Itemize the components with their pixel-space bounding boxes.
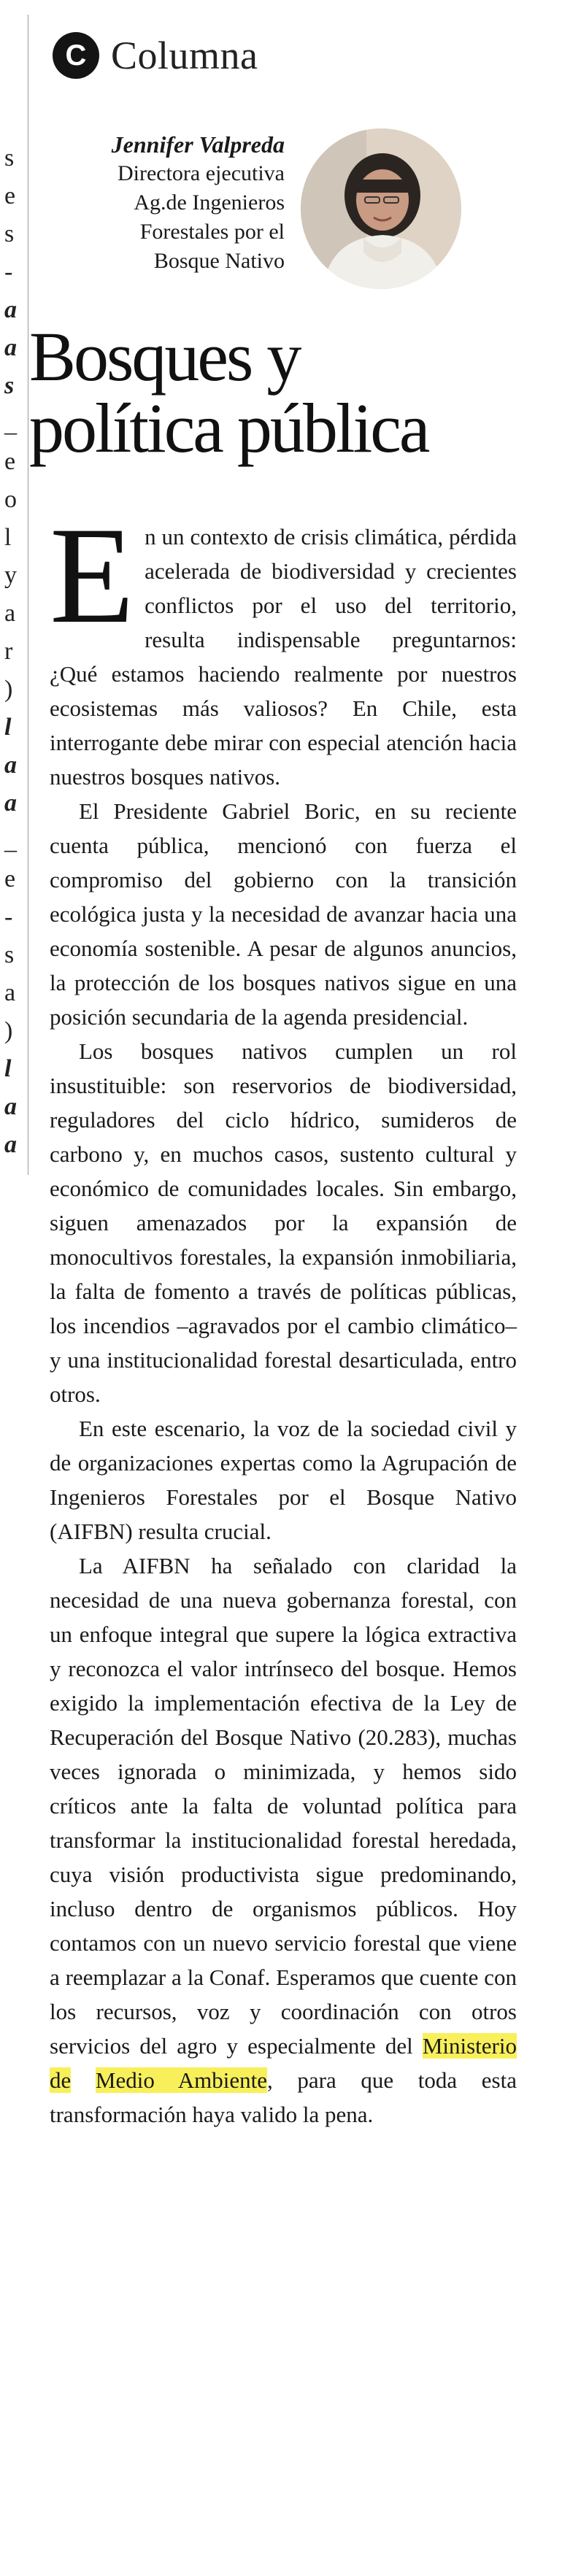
adjacent-column-fragment: s: [4, 220, 15, 247]
adjacent-column-fragment: o: [4, 486, 17, 513]
author-name: Jennifer Valpreda: [111, 131, 285, 158]
paragraph-1-text: n un contexto de crisis climática, pérdida acelerada de biodiversidad y crecientes conflictos por el uso del territorio, resulta indispensable preguntarnos: ¿Qué estamos haciendo realmente por nuestros ecosistemas más valiosos? En Chile, esta interrogante debe mirar con especial atención hacia nuestros bosques nativos.: [50, 524, 517, 790]
adjacent-column-fragment: s: [4, 144, 15, 171]
paragraph-4: En este escenario, la voz de la sociedad civil y de organizaciones expertas como la Agrupación de Ingenieros Forestales por el Bosque Nativo (AIFBN) resulta crucial.: [50, 1416, 517, 1544]
adjacent-column-fragment: a: [4, 1093, 17, 1120]
section-header: [53, 32, 258, 79]
adjacent-column-fragment: a: [4, 752, 17, 779]
drop-cap: E: [50, 499, 135, 652]
adjacent-column-fragment: a: [4, 296, 17, 323]
adjacent-column-fragment: -: [4, 258, 13, 285]
adjacent-column-fragment: -: [4, 903, 13, 930]
adjacent-column-fragment: s: [4, 372, 15, 399]
author-portrait: [301, 128, 461, 289]
adjacent-column-fragment: a: [4, 334, 17, 361]
adjacent-column-fragment: e: [4, 865, 16, 892]
headline: Bosques y política pública: [29, 317, 428, 467]
adjacent-column-fragment: e: [4, 182, 16, 209]
adjacent-column-fragment: y: [4, 562, 17, 589]
paragraph-3: Los bosques nativos cumplen un rol insustituible: son reservorios de biodiversidad, reguladores del ciclo hídrico, sumideros de carbono y, en muchos casos, sustento cultural y económico de comunidades locales. Sin embargo, siguen amenazados por la expansión de monocultivos forestales, la expansión inmobiliaria, la falta de fomento a través de políticas públicas, los incendios –agravados por el cambio climático– y una institucionalidad forestal desarticulada, entro otros.: [50, 1038, 517, 1407]
paragraph-1: [50, 499, 517, 794]
adjacent-column-fragment: ): [4, 676, 13, 703]
paragraph-5: [50, 1549, 517, 2132]
paragraph-5-text: La AIFBN ha señalado con claridad la necesidad de una nueva gobernanza forestal, con un enfoque integral que supere la lógica extractiva y reconozca el valor intrínseco del bosque. Hemos exigido la implementación efectiva de la Ley de Recuperación del Bosque Nativo (20.283), muchas veces ignorada o minimizada, y hemos sido críticos ante la falta de voluntad política para transformar la institucionalidad forestal heredada, cuya visión productivista sigue predominando, incluso dentro de organismos públicos. Hoy contamos con un nuevo servicio forestal que viene a reemplazar a la Conaf. Esperamos que cuente con los recursos, voz y coordinación con otros servicios del agro y especialmente del: [50, 1553, 517, 2059]
adjacent-column-fragment: l: [4, 524, 12, 551]
section-title: Columna: [111, 34, 258, 77]
adjacent-column-fragment: s: [4, 941, 15, 968]
adjacent-column-fragment: r: [4, 638, 13, 665]
highlighted-text: Ministerio de: [50, 2033, 517, 2093]
adjacent-column-fragments: [0, 0, 18, 2576]
adjacent-column-fragment: l: [4, 1055, 12, 1082]
adjacent-column-fragment: a: [4, 979, 16, 1006]
adjacent-column-fragment: ): [4, 1017, 13, 1044]
paragraph-2: El Presidente Gabriel Boric, en su reciente cuenta pública, mencionó con fuerza el compromiso del gobierno con la transición ecológica justa y la necesidad de avanzar hacia una economía sostenible. A pesar de algunos anuncios, la protección de los bosques nativos sigue en una posición secundaria de la agenda presidencial.: [50, 798, 517, 1030]
article-body: [50, 499, 517, 2132]
highlighted-text: Medio Ambiente: [95, 2067, 268, 2093]
adjacent-column-fragment: a: [4, 600, 16, 627]
adjacent-column-fragment: l: [4, 714, 12, 741]
adjacent-column-fragment: _: [4, 410, 17, 437]
closing-text: , para que toda esta transformación haya valido la pena.: [50, 2067, 517, 2127]
adjacent-column-fragment: a: [4, 1131, 17, 1158]
adjacent-column-fragment: e: [4, 448, 16, 475]
author-role: Directora ejecutiva Ag.de Ingenieros Forestales por el Bosque Nativo: [117, 161, 285, 273]
adjacent-column-fragment: _: [4, 828, 17, 855]
author-block: [58, 130, 285, 276]
section-badge: C: [53, 32, 99, 79]
adjacent-column-fragment: a: [4, 790, 17, 817]
